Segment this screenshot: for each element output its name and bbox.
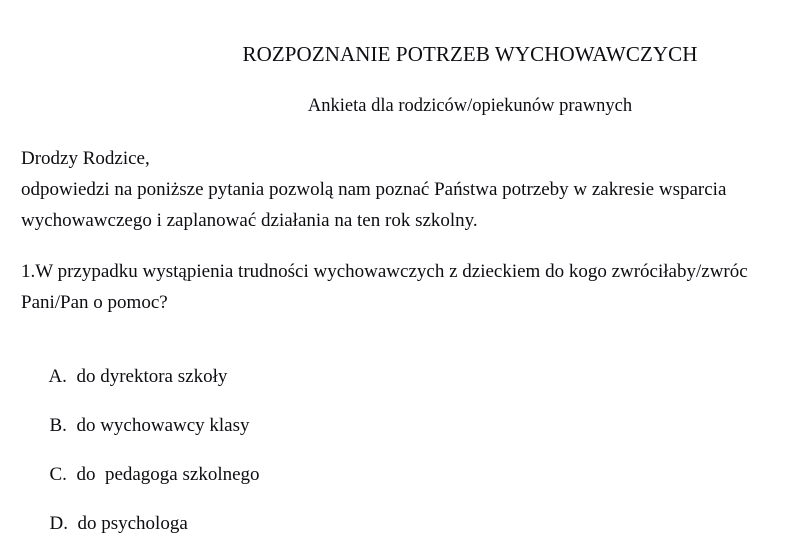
answer-option-b[interactable] bbox=[21, 393, 812, 442]
answer-option-c[interactable] bbox=[21, 442, 812, 491]
question-1-line-1: 1.W przypadku wystąpienia trudności wychowawczych z dzieckiem do kogo zwróciłaby/zwróc bbox=[21, 261, 748, 282]
answer-option-b-letter: B. bbox=[49, 415, 67, 436]
answer-option-a[interactable] bbox=[21, 344, 812, 393]
intro-line-1: Drodzy Rodzice, bbox=[21, 148, 150, 169]
page-title: ROZPOZNANIE POTRZEB WYCHOWAWCZYCH bbox=[242, 42, 698, 66]
answer-option-a-label: do dyrektora szkoły bbox=[76, 366, 228, 387]
intro-paragraph bbox=[21, 143, 812, 236]
page-subtitle: Ankieta dla rodziców/opiekunów prawnych bbox=[307, 96, 633, 116]
answer-option-d-label: do psychologa bbox=[77, 513, 188, 534]
answer-option-d[interactable] bbox=[21, 491, 812, 540]
intro-line-2: odpowiedzi na poniższe pytania pozwolą nam poznać Państwa potrzeby w zakresie wsparcia bbox=[21, 179, 727, 200]
answer-options-list bbox=[21, 344, 812, 540]
answer-option-b-label: do wychowawcy klasy bbox=[76, 415, 250, 436]
question-1 bbox=[21, 256, 812, 318]
answer-option-c-letter: C. bbox=[49, 464, 67, 485]
answer-option-c-label: do pedagoga szkolnego bbox=[76, 464, 260, 485]
intro-line-3: wychowawczego i zaplanować działania na ten rok szkolny. bbox=[21, 210, 478, 231]
question-1-line-2: Pani/Pan o pomoc? bbox=[21, 292, 168, 313]
answer-option-a-letter: A. bbox=[48, 366, 67, 387]
answer-option-d-letter: D. bbox=[49, 513, 68, 534]
